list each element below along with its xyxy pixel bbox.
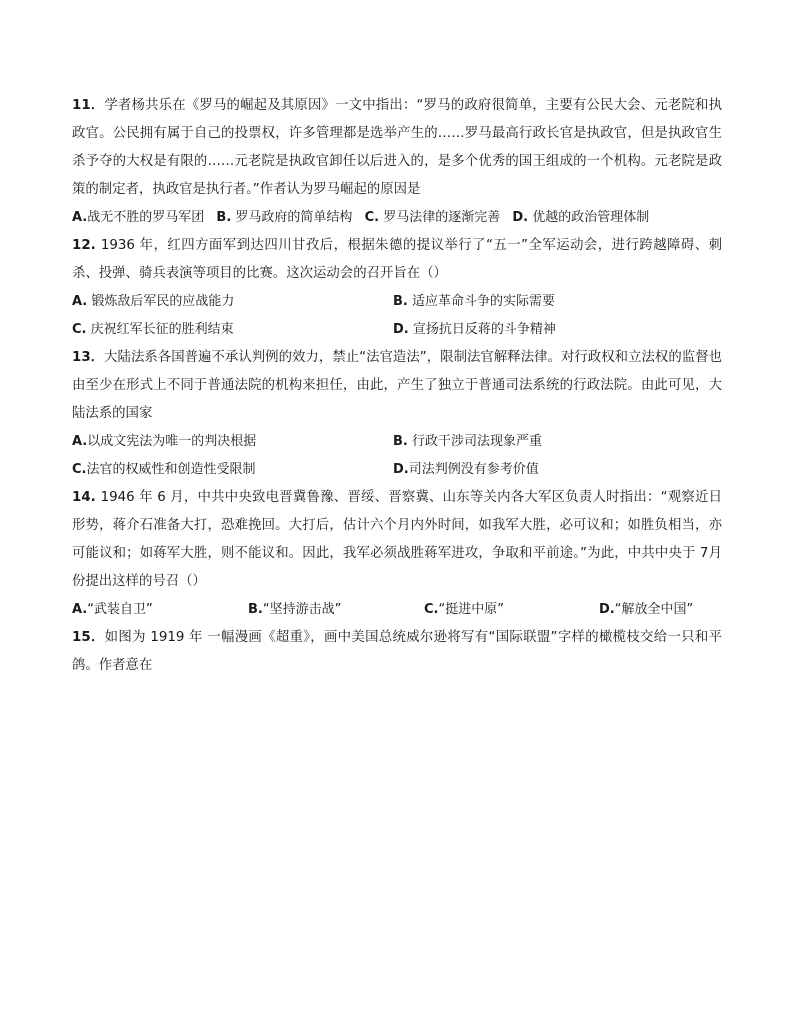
question-11 xyxy=(72,92,722,232)
question-12-options xyxy=(72,288,722,344)
option-b[interactable]: B. 适应革命斗争的实际需要 xyxy=(393,294,556,309)
question-13-text: 大陆法系各国普遍不承认判例的效力，禁止“法官造法”，限制法官解释法律。对行政权和立法权的监督也由至少在形式上不同于普通法院的机构来担任，由此，产生了独立于普通司法系统的行政法院。由此可见，大陆法系的国家 xyxy=(72,350,722,421)
question-13-number: 13． xyxy=(72,350,105,365)
exam-page xyxy=(72,92,722,680)
option-c[interactable]: C.法官的权威性和创造性受限制 xyxy=(72,462,256,477)
question-14-number: 14. xyxy=(72,490,101,505)
question-12-number: 12. xyxy=(72,238,101,253)
option-b[interactable]: B. 罗马政府的简单结构 xyxy=(216,210,353,225)
question-15-stem xyxy=(72,624,722,680)
option-a[interactable]: A.战无不胜的罗马军团 xyxy=(72,210,205,225)
question-15-number: 15． xyxy=(72,630,105,645)
question-15 xyxy=(72,624,722,680)
option-d[interactable]: D. 宣扬抗日反蒋的斗争精神 xyxy=(393,322,556,337)
question-11-number: 11． xyxy=(72,98,105,113)
option-b[interactable]: B. 行政干涉司法现象严重 xyxy=(393,434,543,449)
option-c[interactable]: C. 罗马法律的逐渐完善 xyxy=(364,210,501,225)
question-14-options xyxy=(72,596,722,624)
option-c[interactable]: C.“挺进中原” xyxy=(424,602,504,617)
question-13-options xyxy=(72,428,722,484)
question-14-text: 1946 年 6 月，中共中央致电晋冀鲁豫、晋绥、晋察冀、山东等关内各大军区负责人时指出：“观察近日形势，蒋介石准备大打，恐难挽回。大打后，估计六个月内外时间，如我军大胜，必可议和；如胜负相当，亦可能议和；如蒋军大胜，则不能议和。因此，我军必须战胜蒋军进攻，争取和平前途。”为此，中共中央于 7月份提出这样的号召（） xyxy=(72,490,722,589)
question-13 xyxy=(72,344,722,484)
option-d[interactable]: D.“解放全中国” xyxy=(599,602,694,617)
question-12-text: 1936 年，红四方面军到达四川甘孜后，根据朱德的提议举行了“五一”全军运动会，进行跨越障碍、刺杀、投弹、骑兵表演等项目的比赛。这次运动会的召开旨在（） xyxy=(72,238,722,281)
option-a[interactable]: A. 锻炼敌后军民的应战能力 xyxy=(72,294,235,309)
option-a[interactable]: A.以成文宪法为唯一的判决根据 xyxy=(72,434,257,449)
question-11-options xyxy=(72,204,722,232)
option-a[interactable]: A.“武装自卫” xyxy=(72,602,153,617)
option-b[interactable]: B.“坚持游击战” xyxy=(248,602,342,617)
question-15-text: 如图为 1919 年 一幅漫画《超重》，画中美国总统威尔逊将写有“国际联盟”字样的橄榄枝交给一只和平鸽。作者意在 xyxy=(72,630,722,673)
option-d[interactable]: D.司法判例没有参考价值 xyxy=(393,462,539,477)
question-11-stem xyxy=(72,92,722,204)
question-13-stem xyxy=(72,344,722,428)
question-14 xyxy=(72,484,722,624)
question-11-text: 学者杨共乐在《罗马的崛起及其原因》一文中指出：“罗马的政府很简单，主要有公民大会、元老院和执政官。公民拥有属于自己的投票权，许多管理都是选举产生的……罗马最高行政长官是执政官，但是执政官生杀予夺的大权是有限的……元老院是执政官卸任以后进入的，是多个优秀的国王组成的一个机构。元老院是政策的制定者，执政官是执行者。”作者认为罗马崛起的原因是 xyxy=(72,98,722,197)
option-c[interactable]: C. 庆祝红军长征的胜利结束 xyxy=(72,322,234,337)
question-12 xyxy=(72,232,722,344)
option-d[interactable]: D. 优越的政治管理体制 xyxy=(512,210,650,225)
question-14-stem xyxy=(72,484,722,596)
question-12-stem xyxy=(72,232,722,288)
